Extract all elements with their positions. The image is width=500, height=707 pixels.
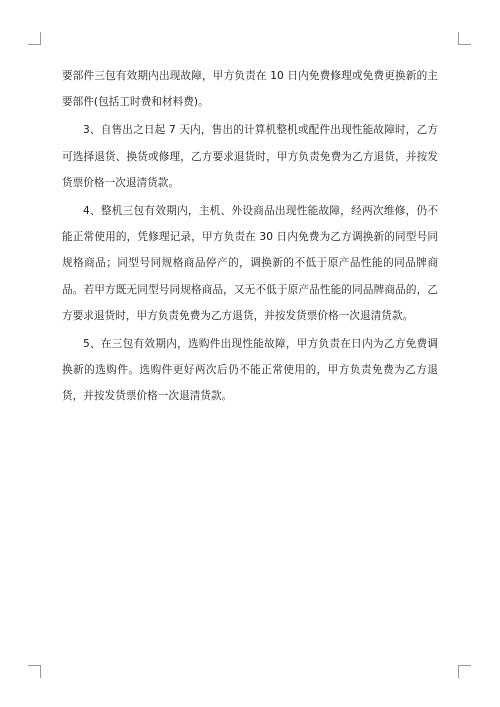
paragraph-clause-3: 3、自售出之日起 7 天内，售出的计算机整机或配件出现性能故障时，乙方可选择退货、换货或修理，乙方要求退货时，甲方负责免费为乙方退货，并按发货票价格一次退清货款。	[62, 124, 438, 189]
paragraph-clause-4: 4、整机三包有效期内，主机、外设商品出现性能故障，经两次维修，仍不能正常使用的，凭修理记录，甲方负责在 30 日内免费为乙方调换新的同型号同规格商品；同型号同规格商品停产的，调换新的不低于原产品性能的同品牌商品。若甲方既无同型号同规格商品，又无不低于原产品性能的同品牌商品的，乙方要求退货时，甲方负责免费为乙方退货，并按发货票价格一次退清货款。	[62, 205, 438, 322]
document-body	[62, 63, 438, 412]
crop-mark-bottom-left	[28, 665, 41, 678]
crop-mark-top-left	[28, 32, 41, 45]
paragraph-clause-5: 5、在三包有效期内，选购件出现性能故障，甲方负责在日内为乙方免费调换新的选购件。选购件更好两次后仍不能正常使用的，甲方负责免费为乙方退货，并按发货票价格一次退清货款。	[62, 338, 438, 403]
crop-mark-bottom-right	[458, 665, 471, 678]
crop-mark-top-right	[458, 32, 471, 45]
paragraph-continuation: 要部件三包有效期内出现故障，甲方负责在 10 日内免费修理或免费更换新的主要部件(包括工时费和材料费)。	[62, 70, 438, 109]
